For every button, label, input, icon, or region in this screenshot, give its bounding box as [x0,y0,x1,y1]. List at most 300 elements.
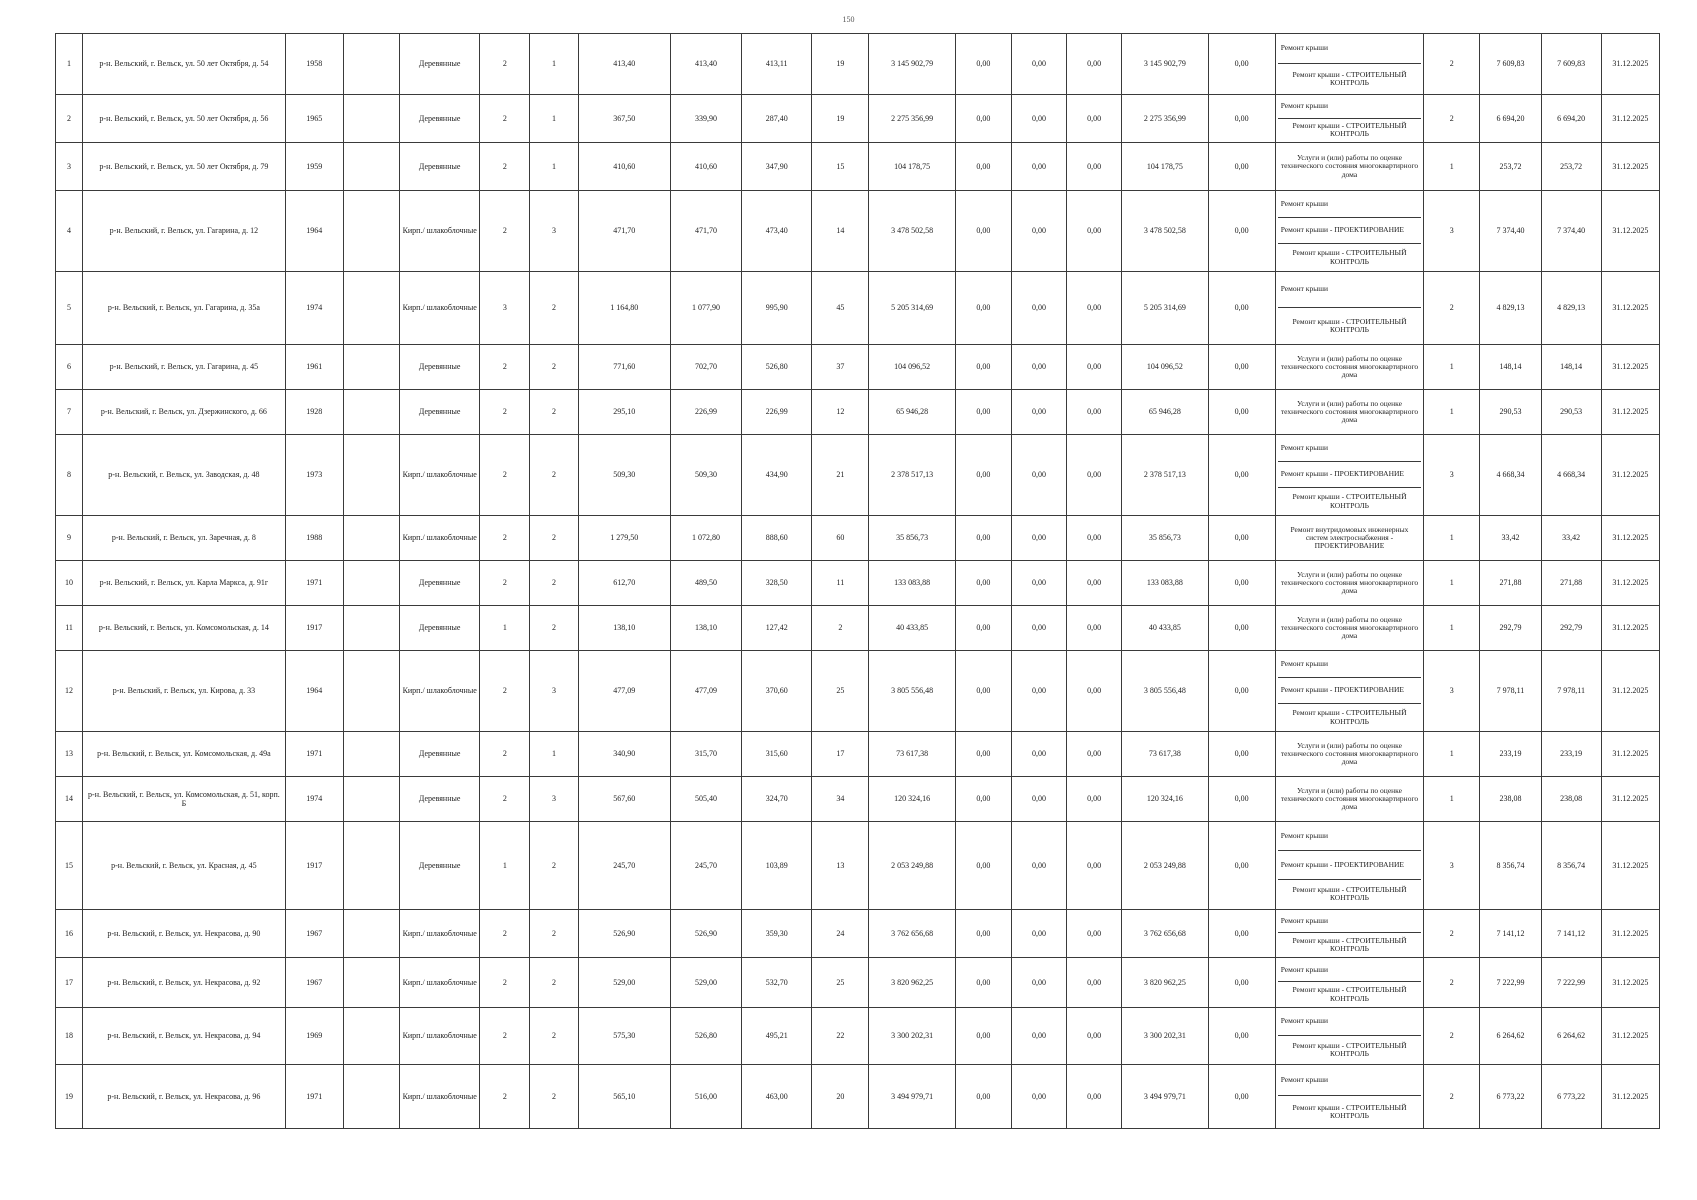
deadline: 31.12.2025 [1601,434,1659,515]
page-number: 150 [842,15,855,24]
entrances: 1 [530,731,578,776]
fund-b: 0,00 [1011,776,1066,821]
cost-total: 2 053 249,88 [869,821,955,909]
wall-material: Деревянные [400,143,480,191]
address: р-н. Вельский, г. Вельск, ул. Комсомольская, д. 51, корп. Б [83,776,286,821]
table-row [56,34,1660,95]
fund-b: 0,00 [1011,560,1066,605]
other-cost: 0,00 [1208,957,1275,1007]
address: р-н. Вельский, г. Вельск, ул. Некрасова, д. 94 [83,1007,286,1064]
area-living: 324,70 [742,776,812,821]
wall-material: Деревянные [400,389,480,434]
wall-material: Кирп./ шлакоблочные [400,1007,480,1064]
wall-material: Деревянные [400,344,480,389]
area-residential: 315,70 [670,731,741,776]
other-cost: 0,00 [1208,776,1275,821]
max-cost: 7 141,12 [1541,909,1601,957]
unit-cost: 6 773,22 [1480,1064,1541,1128]
area-total: 529,00 [578,957,670,1007]
floors: 2 [480,957,530,1007]
other-cost: 0,00 [1208,434,1275,515]
residents: 2 [812,605,869,650]
cost-total: 40 433,85 [869,605,955,650]
other-cost: 0,00 [1208,344,1275,389]
work-item: Ремонт внутридомовых инженерных систем электроснабжения - ПРОЕКТИРОВАНИЕ [1290,524,1409,551]
other-cost: 0,00 [1208,605,1275,650]
work-item: Ремонт крыши [1278,435,1421,462]
floors: 2 [480,34,530,95]
note [343,1064,399,1128]
wall-material: Деревянные [400,95,480,143]
max-cost: 7 609,83 [1541,34,1601,95]
fund-c: 0,00 [1067,731,1122,776]
area-total: 340,90 [578,731,670,776]
unit-cost: 7 609,83 [1480,34,1541,95]
table-row [56,515,1660,560]
entrances: 2 [530,560,578,605]
deadline: 31.12.2025 [1601,191,1659,272]
deadline: 31.12.2025 [1601,143,1659,191]
unit-cost: 7 222,99 [1480,957,1541,1007]
cost-owners: 3 494 979,71 [1122,1064,1208,1128]
fund-a: 0,00 [955,271,1011,344]
area-residential: 526,90 [670,909,741,957]
row-number: 8 [56,434,83,515]
area-living: 103,89 [742,821,812,909]
area-total: 410,60 [578,143,670,191]
table-row [56,434,1660,515]
entrances: 2 [530,821,578,909]
table-row [56,821,1660,909]
unit-cost: 33,42 [1480,515,1541,560]
works-list [1275,957,1423,1007]
cost-total: 104 178,75 [869,143,955,191]
cost-total: 120 324,16 [869,776,955,821]
works-count: 1 [1424,776,1480,821]
note [343,650,399,731]
area-total: 526,90 [578,909,670,957]
area-residential: 526,80 [670,1007,741,1064]
work-item: Услуги и (или) работы по оценке технического состояния многоквартирного дома [1280,740,1419,767]
work-item: Ремонт крыши - СТРОИТЕЛЬНЫЙ КОНТРОЛЬ [1292,1102,1407,1121]
other-cost: 0,00 [1208,650,1275,731]
residents: 17 [812,731,869,776]
unit-cost: 7 978,11 [1480,650,1541,731]
work-item: Ремонт крыши - СТРОИТЕЛЬНЫЙ КОНТРОЛЬ [1292,69,1407,87]
note [343,957,399,1007]
cost-owners: 104 096,52 [1122,344,1208,389]
unit-cost: 271,88 [1480,560,1541,605]
cost-owners: 2 275 356,99 [1122,95,1208,143]
residents: 12 [812,389,869,434]
area-living: 473,40 [742,191,812,272]
fund-b: 0,00 [1011,605,1066,650]
floors: 1 [480,821,530,909]
works-list [1275,34,1423,95]
cost-owners: 40 433,85 [1122,605,1208,650]
address: р-н. Вельский, г. Вельск, ул. Некрасова, д. 96 [83,1064,286,1128]
wall-material: Кирп./ шлакоблочные [400,650,480,731]
area-living: 526,80 [742,344,812,389]
address: р-н. Вельский, г. Вельск, ул. Гагарина, д. 12 [83,191,286,272]
other-cost: 0,00 [1208,909,1275,957]
build-year: 1974 [285,776,343,821]
unit-cost: 4 668,34 [1480,434,1541,515]
fund-c: 0,00 [1067,515,1122,560]
fund-a: 0,00 [955,560,1011,605]
area-living: 328,50 [742,560,812,605]
fund-b: 0,00 [1011,1064,1066,1128]
other-cost: 0,00 [1208,95,1275,143]
residents: 25 [812,957,869,1007]
floors: 2 [480,650,530,731]
address: р-н. Вельский, г. Вельск, ул. Некрасова, д. 92 [83,957,286,1007]
cost-total: 73 617,38 [869,731,955,776]
row-number: 6 [56,344,83,389]
work-item: Ремонт крыши - ПРОЕКТИРОВАНИЕ [1278,678,1421,705]
table-row [56,143,1660,191]
works-count: 1 [1424,344,1480,389]
wall-material: Кирп./ шлакоблочные [400,909,480,957]
unit-cost: 233,19 [1480,731,1541,776]
other-cost: 0,00 [1208,271,1275,344]
fund-c: 0,00 [1067,1007,1122,1064]
work-item: Ремонт крыши [1278,910,1421,934]
fund-c: 0,00 [1067,560,1122,605]
row-number: 1 [56,34,83,95]
fund-b: 0,00 [1011,1007,1066,1064]
wall-material: Деревянные [400,821,480,909]
entrances: 2 [530,909,578,957]
works-list [1275,821,1423,909]
note [343,434,399,515]
other-cost: 0,00 [1208,731,1275,776]
other-cost: 0,00 [1208,143,1275,191]
floors: 2 [480,731,530,776]
row-number: 13 [56,731,83,776]
work-item: Ремонт крыши [1278,34,1421,64]
work-item: Ремонт крыши - СТРОИТЕЛЬНЫЙ КОНТРОЛЬ [1292,985,1407,1003]
works-list [1275,560,1423,605]
entrances: 1 [530,34,578,95]
works-list [1275,1007,1423,1064]
works-list [1275,731,1423,776]
row-number: 5 [56,271,83,344]
note [343,34,399,95]
area-living: 995,90 [742,271,812,344]
work-item: Ремонт крыши - СТРОИТЕЛЬНЫЙ КОНТРОЛЬ [1292,935,1407,954]
deadline: 31.12.2025 [1601,271,1659,344]
floors: 2 [480,1007,530,1064]
unit-cost: 7 374,40 [1480,191,1541,272]
build-year: 1917 [285,821,343,909]
note [343,344,399,389]
work-item: Ремонт крыши [1278,1065,1421,1097]
deadline: 31.12.2025 [1601,389,1659,434]
table-row [56,1007,1660,1064]
residents: 60 [812,515,869,560]
unit-cost: 7 141,12 [1480,909,1541,957]
works-count: 2 [1424,34,1480,95]
fund-b: 0,00 [1011,95,1066,143]
work-item: Ремонт крыши - СТРОИТЕЛЬНЫЙ КОНТРОЛЬ [1292,885,1407,903]
entrances: 3 [530,650,578,731]
floors: 2 [480,434,530,515]
entrances: 2 [530,605,578,650]
build-year: 1969 [285,1007,343,1064]
works-list [1275,650,1423,731]
fund-c: 0,00 [1067,605,1122,650]
works-list [1275,389,1423,434]
build-year: 1928 [285,389,343,434]
area-living: 359,30 [742,909,812,957]
max-cost: 253,72 [1541,143,1601,191]
floors: 1 [480,605,530,650]
residents: 21 [812,434,869,515]
residents: 37 [812,344,869,389]
fund-c: 0,00 [1067,909,1122,957]
fund-a: 0,00 [955,1007,1011,1064]
fund-a: 0,00 [955,95,1011,143]
build-year: 1959 [285,143,343,191]
build-year: 1971 [285,560,343,605]
area-living: 413,11 [742,34,812,95]
fund-a: 0,00 [955,731,1011,776]
area-residential: 245,70 [670,821,741,909]
works-list [1275,515,1423,560]
floors: 2 [480,143,530,191]
build-year: 1917 [285,605,343,650]
deadline: 31.12.2025 [1601,731,1659,776]
build-year: 1974 [285,271,343,344]
entrances: 2 [530,957,578,1007]
build-year: 1958 [285,34,343,95]
unit-cost: 238,08 [1480,776,1541,821]
entrances: 1 [530,95,578,143]
build-year: 1967 [285,957,343,1007]
wall-material: Кирп./ шлакоблочные [400,434,480,515]
fund-b: 0,00 [1011,34,1066,95]
max-cost: 4 829,13 [1541,271,1601,344]
max-cost: 7 978,11 [1541,650,1601,731]
area-total: 295,10 [578,389,670,434]
works-count: 2 [1424,1007,1480,1064]
cost-owners: 3 478 502,58 [1122,191,1208,272]
area-living: 287,40 [742,95,812,143]
note [343,191,399,272]
works-count: 2 [1424,957,1480,1007]
cost-owners: 5 205 314,69 [1122,271,1208,344]
floors: 2 [480,1064,530,1128]
address: р-н. Вельский, г. Вельск, ул. Красная, д. 45 [83,821,286,909]
residents: 24 [812,909,869,957]
wall-material: Деревянные [400,731,480,776]
area-residential: 516,00 [670,1064,741,1128]
max-cost: 290,53 [1541,389,1601,434]
row-number: 4 [56,191,83,272]
table-row [56,191,1660,272]
unit-cost: 292,79 [1480,605,1541,650]
max-cost: 6 694,20 [1541,95,1601,143]
address: р-н. Вельский, г. Вельск, ул. Дзержинского, д. 66 [83,389,286,434]
residents: 13 [812,821,869,909]
works-count: 1 [1424,515,1480,560]
work-item: Услуги и (или) работы по оценке технического состояния многоквартирного дома [1280,353,1419,380]
fund-c: 0,00 [1067,34,1122,95]
address: р-н. Вельский, г. Вельск, ул. Заводская, д. 48 [83,434,286,515]
area-living: 347,90 [742,143,812,191]
fund-a: 0,00 [955,821,1011,909]
fund-a: 0,00 [955,434,1011,515]
works-list [1275,271,1423,344]
works-count: 2 [1424,909,1480,957]
unit-cost: 4 829,13 [1480,271,1541,344]
works-count: 2 [1424,95,1480,143]
work-item: Услуги и (или) работы по оценке технического состояния многоквартирного дома [1280,153,1419,179]
fund-b: 0,00 [1011,344,1066,389]
entrances: 3 [530,776,578,821]
build-year: 1971 [285,1064,343,1128]
work-item: Услуги и (или) работы по оценке технического состояния многоквартирного дома [1280,785,1419,812]
housing-register-table [55,33,1660,1129]
table-row [56,650,1660,731]
wall-material: Деревянные [400,560,480,605]
deadline: 31.12.2025 [1601,605,1659,650]
cost-owners: 104 178,75 [1122,143,1208,191]
area-living: 532,70 [742,957,812,1007]
build-year: 1961 [285,344,343,389]
wall-material: Деревянные [400,34,480,95]
cost-owners: 3 145 902,79 [1122,34,1208,95]
deadline: 31.12.2025 [1601,34,1659,95]
max-cost: 4 668,34 [1541,434,1601,515]
address: р-н. Вельский, г. Вельск, ул. Комсомольская, д. 14 [83,605,286,650]
row-number: 12 [56,650,83,731]
note [343,95,399,143]
area-living: 888,60 [742,515,812,560]
row-number: 19 [56,1064,83,1128]
fund-c: 0,00 [1067,191,1122,272]
deadline: 31.12.2025 [1601,515,1659,560]
table-row [56,344,1660,389]
area-residential: 413,40 [670,34,741,95]
area-residential: 226,99 [670,389,741,434]
row-number: 16 [56,909,83,957]
wall-material: Кирп./ шлакоблочные [400,515,480,560]
row-number: 11 [56,605,83,650]
register-body [56,34,1660,1129]
work-item: Ремонт крыши [1278,95,1421,119]
cost-total: 5 205 314,69 [869,271,955,344]
fund-c: 0,00 [1067,1064,1122,1128]
area-residential: 1 077,90 [670,271,741,344]
deadline: 31.12.2025 [1601,1007,1659,1064]
cost-owners: 3 805 556,48 [1122,650,1208,731]
build-year: 1964 [285,650,343,731]
max-cost: 233,19 [1541,731,1601,776]
floors: 2 [480,515,530,560]
note [343,560,399,605]
address: р-н. Вельский, г. Вельск, ул. Некрасова, д. 90 [83,909,286,957]
floors: 2 [480,344,530,389]
max-cost: 6 773,22 [1541,1064,1601,1128]
fund-a: 0,00 [955,650,1011,731]
area-residential: 489,50 [670,560,741,605]
wall-material: Кирп./ шлакоблочные [400,191,480,272]
area-living: 226,99 [742,389,812,434]
table-row [56,731,1660,776]
other-cost: 0,00 [1208,34,1275,95]
deadline: 31.12.2025 [1601,95,1659,143]
works-count: 3 [1424,191,1480,272]
work-item: Ремонт крыши [1278,822,1421,851]
deadline: 31.12.2025 [1601,560,1659,605]
cost-total: 35 856,73 [869,515,955,560]
other-cost: 0,00 [1208,515,1275,560]
address: р-н. Вельский, г. Вельск, ул. 50 лет Октября, д. 79 [83,143,286,191]
floors: 2 [480,389,530,434]
address: р-н. Вельский, г. Вельск, ул. 50 лет Октября, д. 54 [83,34,286,95]
residents: 14 [812,191,869,272]
works-count: 1 [1424,560,1480,605]
unit-cost: 290,53 [1480,389,1541,434]
fund-c: 0,00 [1067,776,1122,821]
build-year: 1967 [285,909,343,957]
fund-b: 0,00 [1011,515,1066,560]
fund-a: 0,00 [955,1064,1011,1128]
table-row [56,957,1660,1007]
fund-c: 0,00 [1067,95,1122,143]
works-count: 2 [1424,1064,1480,1128]
residents: 22 [812,1007,869,1064]
works-count: 3 [1424,650,1480,731]
area-living: 315,60 [742,731,812,776]
work-item: Ремонт крыши - СТРОИТЕЛЬНЫЙ КОНТРОЛЬ [1292,1040,1407,1058]
deadline: 31.12.2025 [1601,821,1659,909]
deadline: 31.12.2025 [1601,776,1659,821]
work-item: Ремонт крыши - ПРОЕКТИРОВАНИЕ [1278,218,1421,245]
fund-a: 0,00 [955,957,1011,1007]
works-count: 1 [1424,605,1480,650]
build-year: 1973 [285,434,343,515]
works-list [1275,95,1423,143]
residents: 15 [812,143,869,191]
area-residential: 339,90 [670,95,741,143]
area-residential: 1 072,80 [670,515,741,560]
deadline: 31.12.2025 [1601,1064,1659,1128]
residents: 25 [812,650,869,731]
work-item: Ремонт крыши - СТРОИТЕЛЬНЫЙ КОНТРОЛЬ [1292,316,1407,334]
cost-total: 3 145 902,79 [869,34,955,95]
build-year: 1971 [285,731,343,776]
note [343,389,399,434]
area-residential: 471,70 [670,191,741,272]
deadline: 31.12.2025 [1601,650,1659,731]
residents: 34 [812,776,869,821]
cost-owners: 2 378 517,13 [1122,434,1208,515]
entrances: 2 [530,344,578,389]
build-year: 1965 [285,95,343,143]
fund-b: 0,00 [1011,434,1066,515]
unit-cost: 253,72 [1480,143,1541,191]
wall-material: Деревянные [400,776,480,821]
build-year: 1988 [285,515,343,560]
works-list [1275,605,1423,650]
cost-total: 3 820 962,25 [869,957,955,1007]
cost-owners: 65 946,28 [1122,389,1208,434]
fund-a: 0,00 [955,34,1011,95]
max-cost: 6 264,62 [1541,1007,1601,1064]
